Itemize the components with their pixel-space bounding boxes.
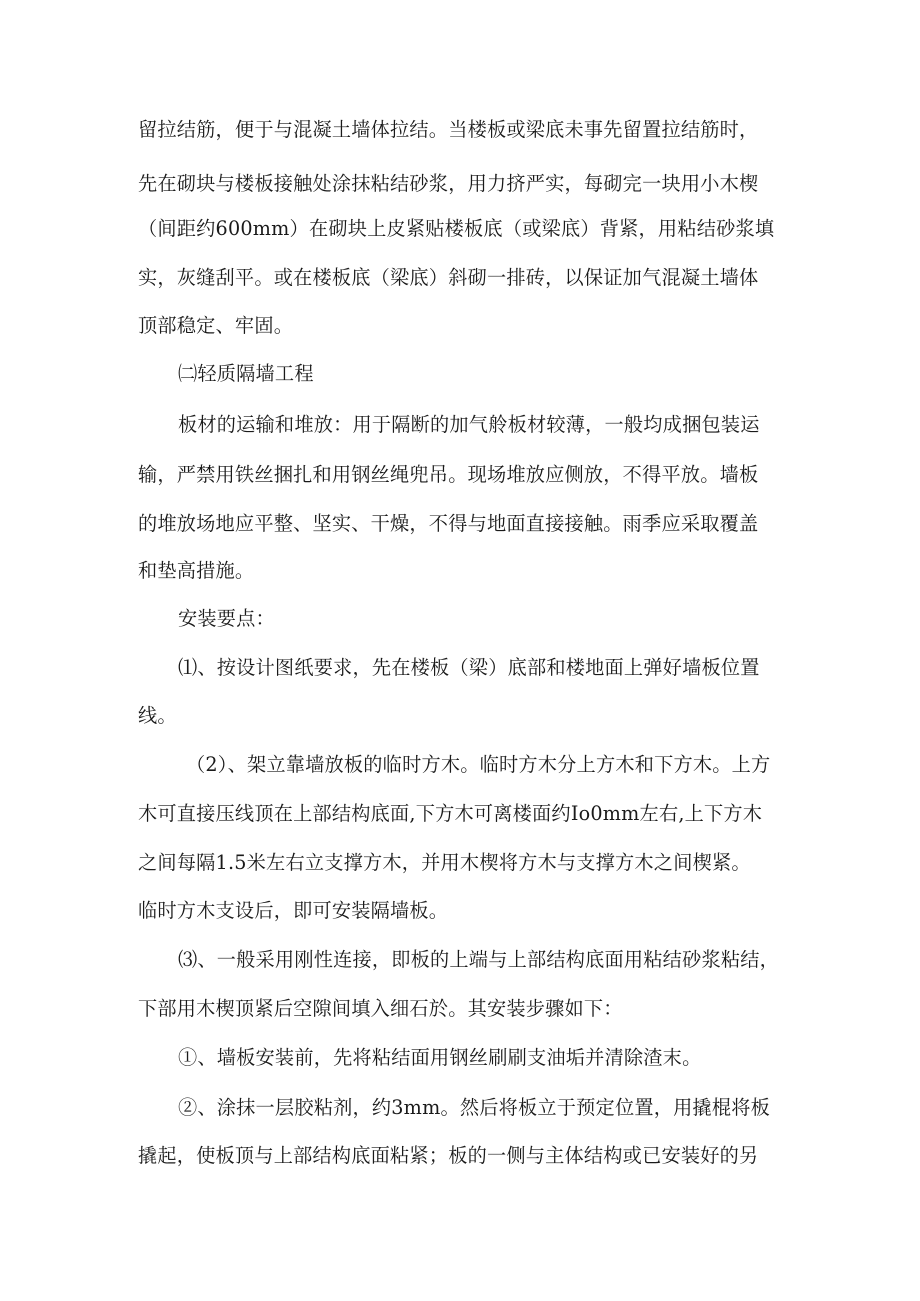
text-line: 留拉结筋，便于与混凝土墙体拉结。当楼板或梁底未事先留置拉结筋时， xyxy=(138,118,759,141)
text-line: （间距约600mm）在砌块上皮紧贴楼板底（或梁底）背紧，用粘结砂浆填 xyxy=(138,217,775,240)
text-line: 临时方木支设后，即可安装隔墙板。 xyxy=(138,899,449,922)
text-line: ②、涂抹一层胶粘剂，约3mm。然后将板立于预定位置，用撬棍将板 xyxy=(178,1096,771,1119)
text-line: 顶部稳定、牢固。 xyxy=(138,314,294,337)
text-line: 输，严禁用铁丝捆扎和用钢丝绳兜吊。现场堆放应侧放，不得平放。墙板 xyxy=(138,463,759,486)
text-line: 的堆放场地应平整、坚实、干燥，不得与地面直接接触。雨季应采取覆盖 xyxy=(138,512,759,535)
text-line: 实，灰缝刮平。或在楼板底（梁底）斜砌一排砖，以保证加气混凝土墙体 xyxy=(138,266,759,289)
text-line: 和垫高措施。 xyxy=(138,559,255,582)
text-line: 木可直接压线顶在上部结构底面,下方木可离楼面约Io0mm左右,上下方木 xyxy=(138,802,763,825)
text-line: 之间每隔1.5米左右立支撑方木，并用木楔将方木与支撑方木之间楔紧。 xyxy=(138,851,751,874)
subheading-install-points: 安装要点： xyxy=(178,607,275,630)
text-line: ⑴、按设计图纸要求，先在楼板（梁）底部和楼地面上弹好墙板位置 xyxy=(178,656,760,679)
text-line: 下部用木楔顶紧后空隙间填入细石於。其安装步骤如下： xyxy=(138,997,623,1020)
text-line: 先在砌块与楼板接触处涂抹粘结砂浆，用力挤严实，每砌完一块用小木楔 xyxy=(138,172,759,195)
text-line: （2）、架立靠墙放板的临时方木。临时方木分上方木和下方木。上方 xyxy=(186,753,771,776)
text-line: 线。 xyxy=(138,704,177,727)
text-line: 撬起，使板顶与上部结构底面粘紧；板的一侧与主体结构或已安装好的另 xyxy=(138,1144,759,1167)
text-line: ⑶、一般采用刚性连接，即板的上端与上部结构底面用粘结砂浆粘结， xyxy=(178,948,780,971)
text-line: 板材的运输和堆放：用于隔断的加气舲板材较薄，一般均成捆包装运 xyxy=(178,413,760,436)
section-heading-light-partition: ㈡轻质隔墙工程 xyxy=(178,362,314,385)
step-1: ①、墙板安装前，先将粘结面用钢丝刷刷支油垢并清除渣末。 xyxy=(178,1046,702,1069)
